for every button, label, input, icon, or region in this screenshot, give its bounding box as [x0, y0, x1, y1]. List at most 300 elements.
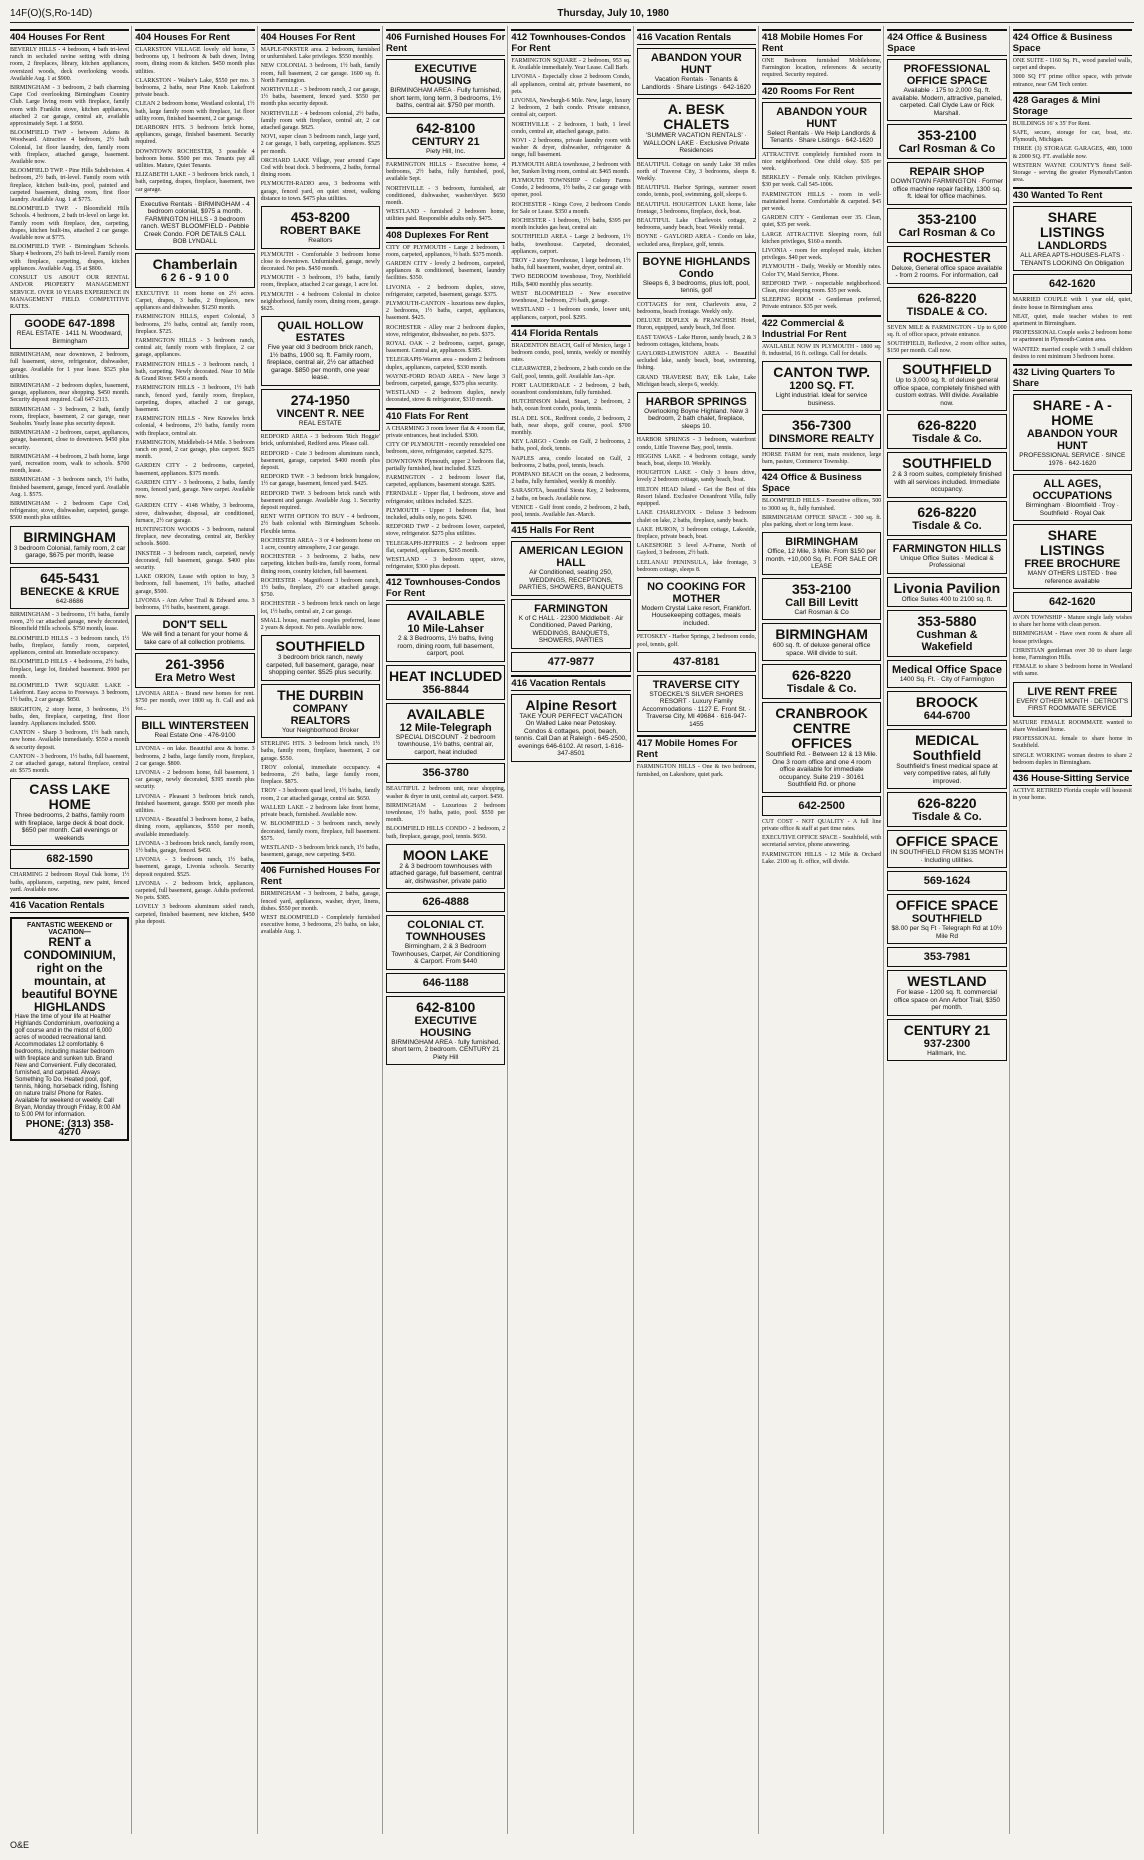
- classified-ad: BLOOMFIELD HILLS - Executive offices, 500 to 3000 sq. ft., fully furnished.: [761, 498, 882, 512]
- display-ad-sm-text: EVERY OTHER MONTH · DETROIT'S FIRST ROOMMATE SERVICE: [1016, 697, 1129, 713]
- display-ad-xl-text: SOUTHFIELD: [902, 455, 992, 472]
- display-ad-big-text: 477-9877: [547, 655, 595, 668]
- classified-ad: REDFORD - Cute 3 bedroom aluminum ranch, basement, garage, carpeted. $400 month plus deposit.: [260, 450, 380, 471]
- classified-ad: PLYMOUTH - 4 bedroom Colonial in choice neighborhood, family room, dining room, garage. $625.: [260, 291, 380, 312]
- section-heading: 404 Houses For Rent: [10, 29, 129, 45]
- classified-ad: LIVONIA - 2 bedroom brick, appliances, carpeted, full basement, garage. Adults preferred. No pets. $385.: [135, 880, 255, 902]
- classified-column: [637, 26, 759, 1834]
- display-ad-big-text: PROFESSIONAL OFFICE SPACE: [903, 63, 991, 87]
- classified-ad: FARMINGTON HILLS - Executive home, 4 bedrooms, 2½ baths, fully furnished, pool, available Sept.: [385, 162, 506, 183]
- display-ad-sm-text: REAL ESTATE: [298, 419, 342, 427]
- display-ad: [887, 871, 1006, 891]
- display-ad-sm-text: BIRMINGHAM AREA · Fully furnished, short term, long term, 3 bedrooms, 1½ baths, central air. $750 per month.: [390, 87, 502, 109]
- display-ad-xl-text: 642-8100: [416, 119, 476, 136]
- classified-ad: SOUTHFIELD, Reflexive, 2 room office suites, $150 per month. Call now.: [887, 340, 1007, 355]
- classified-column: [762, 26, 884, 1834]
- classified-ad: DELUXE DUPLEX & FRANCHISE Hotel, Huron, equipped, sandy beach, 3rd floor.: [636, 318, 756, 332]
- display-ad-sm-text: 2 & 3 room suites, completely finished with all services included. Immediate occupancy.: [892, 471, 1002, 494]
- classified-ad: FEMALE to share 3 bedroom home in Westland with same.: [1012, 664, 1132, 678]
- display-ad-xl-text: 353-2100: [917, 210, 977, 227]
- section-heading: 404 Houses For Rent: [135, 29, 254, 45]
- classified-ad: GARDEN CITY - 4148 Whitby, 3 bedrooms, stove, dishwasher, disposal, air conditioned, furnace, 2½ car garage.: [135, 503, 255, 524]
- classified-ad: DOWNTOWN ROCHESTER, 3 possible 4 bedroom home. $500 per mo. Tenants pay all utilities. Mature, Quiet Tenants.: [135, 148, 255, 170]
- display-ad-xl-text: CRANBROOK CENTRE OFFICES: [775, 705, 868, 752]
- display-ad-xl-text: AVAILABLE: [406, 705, 485, 722]
- classified-ad: WANTED: married couple with 3 small children desires to rent minimum 3 bedroom home.: [1012, 346, 1132, 360]
- classified-ad: BLOOMFIELD HILLS CONDO - 2 bedroom, 2 bath, fireplace, garage, pool, tennis. $650.: [385, 826, 506, 840]
- display-ad: [261, 206, 380, 249]
- display-ad-sm-text: Sleeps 6, 3 bedrooms, plus loft, pool, tennis, golf: [642, 279, 750, 295]
- classified-ad: LIVONIA - 2 bedroom home, full basement, 1 car garage, newly decorated, $395 month plus security.: [135, 769, 255, 791]
- classified-ad: MARRIED COUPLE with 1 year old, quiet, desire house in Birmingham area.: [1012, 297, 1132, 311]
- classified-ad: LIVONIA - Beautiful 3 bedroom home, 2 baths, dining room, appliances, $550 per month, available immediately.: [135, 817, 255, 838]
- display-ad-big-text: 646-1188: [422, 976, 469, 989]
- classified-ad: FARMINGTON HILLS - 3 bedroom ranch, central air, family room with fireplace, 2 car garage, appliances.: [135, 338, 255, 359]
- display-ad-xl-text: 274-1950: [290, 391, 350, 408]
- classified-ad: PLYMOUTH - Comfortable 3 bedroom home close to downtown. Unfurnished, garage, newly decorated. No pets. $450 month.: [260, 251, 380, 272]
- display-ad-sm-text: Modern Crystal Lake resort, Frankfort. Housekeeping cottages, meals included.: [641, 604, 752, 627]
- display-ad-xl-text: Livonia Pavilion: [893, 579, 1001, 596]
- classified-ad: GAYLORD-LEWISTON AREA - Beautiful secluded lake, sandy beach, boat, swimming, fishing.: [636, 350, 756, 372]
- display-ad-big-text: COMPANY REALTORS: [290, 702, 351, 727]
- display-ad-big-text: 356-8844: [422, 683, 469, 696]
- classified-ad: WEST BLOOMFIELD - New executive townhouse, 2 bedroom, 2½ bath, garage.: [511, 290, 631, 305]
- display-ad-sm-text: Vacation Rentals · Tenants & Landlords · Share Listings · 642-1620: [641, 76, 751, 91]
- classified-ad: BEVERLY HILLS - 4 bedroom, 4 bath tri-level ranch in secluded ravine setting with dining room, 2 fireplaces, library, kitchen appliances, oversized woods, deck overlooking woods. Available Aug. 1 at $900.: [10, 47, 130, 82]
- classified-ad: GRAND TRAVERSE BAY, Elk Lake, Lake Michigan beach, sleeps 6, weekly.: [636, 374, 756, 388]
- display-ad-xl-text: 353-2100: [917, 127, 977, 143]
- classified-ad: HARBOR SPRINGS - 3 bedroom, waterfront condo, Little Traverse Bay, pool, tennis.: [636, 437, 756, 451]
- display-ad: [887, 124, 1006, 159]
- display-ad-big-text: ROBERT BAKE: [279, 225, 361, 238]
- display-ad-big-text: 644-6700: [923, 709, 971, 722]
- classified-ad: BIRMINGHAM - 3 bedroom ranch, 1½ baths, finished basement, garage, fenced yard. Available Aug. 1. $575.: [10, 477, 130, 498]
- display-ad-xl-text: CASS LAKE HOME: [29, 781, 111, 813]
- section-heading: 436 House-Sitting Service: [1013, 770, 1132, 786]
- section-heading: 420 Rooms For Rent: [762, 83, 881, 99]
- display-ad: [887, 830, 1006, 868]
- classified-ad: BLOOMFIELD HILLS - 3 bedroom ranch, 1½ baths, fireplace, family room, carpeted, appliances, central air. Immediate occupancy.: [10, 635, 130, 657]
- display-ad-xl-text: WESTLAND: [907, 973, 987, 990]
- display-ad: [511, 541, 630, 596]
- display-ad: [1013, 394, 1132, 471]
- display-ad: [135, 716, 254, 744]
- classified-ad: NEAT, quiet, male teacher wishes to rent apartment in Birmingham.: [1012, 313, 1132, 328]
- classified-ad: ROCHESTER - Magnificent 3 bedroom ranch, 1½ baths, fireplace, 2½ car attached garage. $750.: [260, 577, 380, 599]
- display-ad-xl-text: A. BESK CHALETS: [663, 101, 730, 132]
- display-ad-sm-text: Light industrial. Ideal for service business.: [775, 392, 868, 407]
- display-ad-sm-text: 642-8686: [55, 597, 84, 605]
- display-ad-sm-text: Unique Office Suites · Medical & Professional: [900, 554, 994, 570]
- display-ad: [762, 623, 881, 661]
- classified-ad: BRADENTON BEACH, Gulf of Mexico, large 1 bedroom condo, pool, tennis, weekly or monthly rates.: [511, 342, 631, 364]
- classified-ad: LIVONIA - room for employed male, kitchen privileges. $40 per week.: [761, 248, 882, 262]
- classified-ad: WAYNE-FORD ROAD AREA - New large 3 bedroom, carpeted, garage, $375 plus security.: [385, 373, 506, 388]
- display-ad: [887, 208, 1006, 243]
- classified-ad: NORTHVILLE - 3 bedroom, furnished, air conditioned, dishwasher, washer/dryer. $650 month.: [385, 185, 506, 207]
- classified-ad: PLYMOUTH-RADIO area, 3 bedrooms with garage, fenced yard, on quiet street, walking distance to town. $475 plus utilities.: [260, 181, 380, 202]
- display-ad: [386, 763, 505, 783]
- classified-ad: LIVONIA - 3 bedroom brick ranch, family room, 1½ baths, garage, fenced. $450.: [135, 840, 255, 854]
- display-ad: [887, 452, 1006, 498]
- classified-ad: CANTON - 3 bedroom, 1½ baths, full basement, 2 car attached garage, natural fireplace, central air. $575 month.: [10, 753, 130, 775]
- classified-ad: LIVONIA - Ann Arbor Trail & Edward area. 3 bedrooms, 1½ baths, basement, garage.: [135, 597, 255, 611]
- classified-ad: LOVELY 3 bedroom aluminum sided ranch, carpeted, finished basement, new kitchen, $450 plus deposit.: [135, 904, 255, 925]
- classified-ad: CLEAN 2 bedroom home, Westland colonial, 1½ bath, large family room with fireplace, 1st floor utility room, finished basement, 2 car garage.: [135, 101, 255, 122]
- classified-ad: TWO BEDROOM townhouse, Troy, Northfield Hills, $400 monthly plus security.: [511, 274, 631, 288]
- display-ad: [1013, 474, 1132, 521]
- display-ad-sm-text: IN SOUTHFIELD FROM $135 MONTH · Including utilities.: [890, 849, 1004, 864]
- classified-ad: ROCHESTER - Kings Cove, 2 bedroom Condo for Sale or Lease. $350 a month.: [511, 201, 631, 215]
- classified-ad: BLOOMFIELD HILLS - 4 bedrooms, 2½ baths, fireplace, large lot, finished basement. $900 per month.: [10, 659, 130, 680]
- classified-ad: BIRMINGHAM - 3 bedroom, 2 bath charming Cape Cod overlooking Birmingham Country Club. Large living room with fireplace, family room with Franklin stove, kitchen appliances, attached 2 car garage, central air, available approximately Sept. 1 at $950.: [10, 85, 130, 128]
- classified-ad: SARASOTA, beautiful Siesta Key, 2 bedrooms, 2 baths, on beach. Available now.: [511, 488, 631, 502]
- display-ad-sm-text: Executive Rentals · BIRMINGHAM - 4 bedroom colonial, $975 a month. FARMINGTON HILLS - 3 bedroom ranch. WEST BLOOMFIELD - Pebble Creek Condo. FOR DETAILS CALL BOB LYNDALL: [140, 200, 250, 246]
- display-ad-xl-text: OFFICE SPACE: [895, 833, 999, 850]
- classified-ad: CITY OF PLYMOUTH - Large 2 bedroom, 1 room, carpeted, appliances, ½ bath. $375 month.: [385, 244, 506, 258]
- classified-ad: DOWNTOWN Plymouth, upper 2 bedroom flat, partially furnished, heat included. $325.: [385, 458, 506, 472]
- display-ad: [261, 635, 380, 681]
- display-ad-sm-text: Realtors: [308, 237, 333, 245]
- classified-ad: PETOSKEY - Harbor Springs, 2 bedroom condo, pool, tennis, golf.: [636, 634, 756, 648]
- display-ad: [887, 1019, 1006, 1062]
- display-ad: [511, 694, 630, 762]
- classified-ad: LIVONIA - on lake. Beautiful area & home. 3 bedrooms, 2 baths, large family room, fireplace, 2 car garage. $800.: [135, 746, 255, 767]
- display-ad-xl-text: SOUTHFIELD: [275, 638, 366, 655]
- classified-ad: WEST BLOOMFIELD - Completely furnished executive home, 3 bedrooms, 2½ baths, on lake, available Aug. 1.: [260, 914, 380, 936]
- display-ad-big-text: DINSMORE REALTY: [768, 433, 875, 446]
- display-ad: [887, 358, 1006, 411]
- display-ad-big-text: Medical Office Space: [891, 664, 1002, 677]
- display-ad-big-text: GOODE 647-1898: [24, 318, 115, 331]
- classified-ad: BEAUTIFUL Harbor Springs, summer resort condo, tennis, pool, swimming, golf, sleeps 6.: [636, 185, 756, 199]
- classified-ad: CITY OF PLYMOUTH - recently remodeled one bedroom, stove, refrigerator, carpeted. $275.: [385, 442, 506, 456]
- display-ad: [762, 102, 881, 149]
- display-ad: [1013, 682, 1132, 717]
- display-ad-big-text: Era Metro West: [155, 672, 235, 685]
- classified-ad: GARDEN CITY - 2 bedrooms, carpeted, basement, appliances. $375 month.: [135, 463, 255, 477]
- display-ad-big-text: 353-7981: [923, 951, 971, 964]
- display-ad-big-text: DON'T SELL: [162, 619, 228, 632]
- classified-ad: TELEGRAPH-JEFFRIES - 2 bedroom upper flat, carpeted, appliances, $265 month.: [385, 540, 506, 554]
- display-ad: [637, 675, 756, 733]
- display-ad-xl-text: 353-5880: [917, 613, 977, 630]
- display-ad-sm-text: $8.00 per Sq Ft · Telegraph Rd at 10½ Mile Rd: [891, 925, 1003, 940]
- classified-ad: PLYMOUTH AREA townhouse, 2 bedroom with her, Sunken living room, central air. $465 month.: [511, 161, 631, 175]
- display-ad-big-text: Tisdale & Co.: [912, 519, 982, 532]
- display-ad-big-text: SOUTHFIELD: [911, 913, 983, 926]
- display-ad-xl-text: 626-8220: [917, 417, 977, 434]
- display-ad-big-text: Carl Rosman & Co: [898, 143, 996, 155]
- classified-ad: FORT LAUDERDALE - 2 bedroom, 2 bath, oceanfront condominium, fully furnished.: [511, 382, 631, 396]
- display-ad-big-text: BILL WINTERSTEEN: [141, 719, 249, 732]
- display-ad: [261, 389, 380, 432]
- classified-ad: ELIZABETH LAKE - 3 bedroom brick ranch, 1 bath, carpeting, drapes, fireplace, basement, two car garage.: [135, 172, 255, 193]
- display-ad-big-text: 937-2300: [923, 1037, 971, 1050]
- classified-ad: CANTON - Sharp 3 bedroom, 1½ bath ranch, new home. Available immediately. $550 a month & security deposit.: [10, 730, 130, 751]
- display-ad: [135, 197, 254, 250]
- display-ad-xl-text: BIRMINGHAM: [23, 528, 116, 545]
- classified-ad: HOUGHTON LAKE - Only 3 hours drive, lovely 2 bedroom cottage, sandy beach, boat.: [636, 470, 756, 484]
- masthead: [10, 4, 1134, 23]
- display-ad-xl-text: 453-8200: [290, 209, 350, 226]
- classified-ad: FARMINGTON HILLS - One & two bedroom, furnished, on Lakeshore, quiet park.: [636, 764, 756, 778]
- display-ad-xl-text: OFFICE SPACE: [895, 897, 999, 914]
- classified-ad: ROCHESTER - 3 bedroom brick ranch on large lot, 1½ baths, central air, 2 car garage.: [260, 601, 380, 615]
- display-ad-big-text: 642-1620: [1049, 278, 1096, 291]
- classified-ad: WESTLAND - 2 bedroom duplex, newly decorated, stove & refrigerator, $310 month.: [385, 390, 506, 404]
- classified-ad: BEAUTIFUL Cottage on sandy Lake 38 miles north of Traverse City, 3 bedrooms, sleeps 8. Weekly.: [636, 161, 756, 182]
- display-ad-xl-text: CANTON TWP.: [773, 364, 870, 381]
- display-ad-sm-text: Three bedrooms, 2 baths, family room with fireplace, large deck & boat dock. $650 per month. Call evenings or weekends: [14, 812, 125, 842]
- display-ad-big-text: CENTURY 21: [411, 135, 480, 148]
- display-ad-big-text: Cushman & Wakefield: [916, 629, 978, 654]
- classified-ad: HILTON HEAD Island - Get the Best of this Resort Island. Exclusive Oceanfront Villa, fully equipped.: [636, 486, 756, 508]
- display-ad: [762, 578, 881, 621]
- classified-ad: SINGLE WORKING woman desires to share 2 bedroom duplex in Birmingham.: [1012, 752, 1132, 766]
- display-ad-xl-text: SHARE - A - HOME: [1032, 397, 1112, 429]
- classified-ad: SLEEPING ROOM - Gentleman preferred, Private entrance. $35 per week.: [761, 297, 882, 311]
- display-ad-xl-text: SHARE LISTINGS: [1040, 527, 1105, 559]
- classified-column: [887, 26, 1009, 1834]
- display-ad: [261, 316, 380, 386]
- display-ad-sm-text: 1400 Sq. Ft. · City of Farmington: [899, 676, 995, 684]
- display-ad-big-text: Tisdale & Co.: [912, 811, 982, 824]
- section-heading: 424 Office & Business Space: [887, 29, 1006, 56]
- classified-ad: CONSULT US ABOUT OUR RENTAL AND/OR PROPERTY MANAGEMENT SERVICE. OVER 10 YEARS EXPERIENCE IN MANAGEMENT FIELD. COMPETITIVE RATES.: [10, 275, 130, 310]
- classified-ad: ROCHESTER - 1 bedroom, 1½ baths, $395 per month includes gas heat, central air.: [511, 218, 631, 232]
- classified-ad: LIVONIA - Pleasant 3 bedroom brick ranch, finished basement, garage. $500 per month plus utilities.: [135, 793, 255, 814]
- classified-ad: ATTRACTIVE completely furnished room in nice neighborhood. One child okay. $35 per week.: [761, 151, 882, 173]
- display-ad: [10, 526, 129, 564]
- display-ad-big-text: FARMINGTON: [534, 602, 608, 615]
- classified-ad: BEAUTIFUL Lake Charlevoix cottage, 2 bedrooms, sandy beach, boat. Weekly rental.: [636, 217, 756, 232]
- classified-ad: NAPLES area, condo located on Gulf, 2 bedrooms, 2 baths, pool, tennis, beach.: [511, 455, 631, 469]
- display-ad: [386, 844, 505, 890]
- classified-ad: TROY - 2 story Townhouse, 1 large bedroom, 1½ baths, full basement, washer, dryer, central air.: [511, 258, 631, 272]
- display-ad: [887, 947, 1006, 967]
- display-ad-xl-text: SOUTHFIELD: [902, 361, 992, 378]
- display-ad: [135, 653, 254, 688]
- vacation-banner-ad: [10, 917, 129, 1141]
- display-ad-sm-text: 600 sq. ft. of deluxe general office space. Will divide to suit.: [772, 642, 871, 657]
- classified-ad: LAKE CHARLEVOIX - Deluxe 3 bedroom chalet on lake, 2 baths, fireplace, sandy beach.: [636, 510, 756, 524]
- classified-ad: PLYMOUTH - Daily, Weekly or Monthly rates. Color TV, Maid Service, Phone.: [761, 264, 882, 278]
- display-ad-xl-text: 626-8220: [792, 667, 852, 684]
- section-heading: 430 Wanted To Rent: [1013, 187, 1132, 203]
- display-ad-big-text: EXECUTIVE HOUSING: [414, 1014, 477, 1039]
- classified-ad: WESTERN WAYNE COUNTY'S finest Self-Storage - serving the greater Plymouth/Canton area.: [1012, 162, 1132, 184]
- display-ad-big-text: Carl Rosman & Co: [898, 226, 996, 239]
- display-ad-big-text: HARBOR SPRINGS: [645, 395, 747, 408]
- display-ad: [887, 970, 1006, 1016]
- classified-ad: GARDEN CITY - 3 bedrooms, 2 baths, family room, fenced yard, garage. New carpet. Available now.: [135, 479, 255, 501]
- classified-ad: WESTLAND - 3 bedroom brick ranch, 1½ baths, basement, garage, new carpeting. $450.: [260, 844, 380, 859]
- classified-ad: TROY - 3 bedroom quad level, 1½ baths, family room, 2 car attached garage, central air. $650.: [260, 788, 380, 802]
- display-ad-big-text: Tisdale & Co.: [912, 433, 982, 446]
- classified-ad: NEW COLONIAL 3 bedroom, 1½ bath, family room, full basement, 2 car garage. 1600 sq. ft. North Farmington.: [260, 63, 380, 84]
- display-ad-xl-text: Chamberlain: [152, 255, 238, 272]
- display-ad-sm-text: Air Conditioned, seating 250, WEDDINGS, RECEPTIONS, PARTIES, SHOWERS, BANQUETS: [519, 569, 623, 592]
- classified-ad: BERKLEY - Female only. Kitchen privileges. $30 per week. Call 545-1006.: [761, 175, 882, 189]
- classified-ad: BOYNE - GAYLORD AREA - Condo on lake, secluded area, fireplace, golf, tennis.: [636, 234, 756, 248]
- classified-ad: CHRISTIAN gentleman over 30 to share large home, Farmington Hills.: [1012, 647, 1132, 662]
- classified-ad: ONE SUITE - 1160 Sq. Ft., wood paneled walls, carpet and drapes.: [1012, 58, 1132, 72]
- display-ad: [1013, 274, 1132, 294]
- display-ad: [511, 652, 630, 672]
- display-ad-sm-text: Your Neighborhood Broker: [281, 726, 359, 734]
- classified-ad: LAKE ORION, Lease with option to buy, 3 bedroom, full basement, 1½ baths, attached garage, $500.: [135, 574, 255, 595]
- section-heading: 410 Flats For Rent: [386, 408, 505, 424]
- display-ad: [762, 796, 881, 816]
- classified-ad: ROCHESTER - Alley rear 2 bedroom duplex, stove, refrigerator, dishwasher, no pets. $375.: [385, 324, 506, 338]
- display-ad-big-text: NO COOKING FOR MOTHER: [647, 580, 746, 605]
- display-ad-sm-text: Real Estate One · 476-9100: [154, 731, 236, 739]
- display-ad-sm-text: BIRMINGHAM AREA · fully furnished, short term, 2 bedroom. CENTURY 21 Piety Hill: [391, 1038, 501, 1061]
- display-ad: [887, 414, 1006, 449]
- display-ad-big-text: TISDALE & CO.: [906, 305, 988, 318]
- display-ad-sm-text: Birmingham · Bloomfield · Troy · Southfield · Royal Oak: [1025, 502, 1119, 517]
- display-ad-xl-text: BROOCK: [915, 693, 979, 710]
- classified-ad: CLEARWATER, 2 bedroom, 2 bath condo on the Gulf, pool, tennis, golf. Available Jan.-Apr.: [511, 366, 631, 380]
- classified-ad: BIRMINGHAM - 3 bedroom, 2 bath, family room, fireplace, basement, 2 car garage, near Seaholm. Yearly lease plus security deposit.: [10, 406, 130, 427]
- display-ad-xl-text: 356-7300: [792, 417, 852, 434]
- classified-column: [261, 26, 383, 1834]
- display-ad: [386, 59, 505, 114]
- classified-ad: PLYMOUTH - Upper 1 bedroom flat, heat included, adults only, no pets. $240.: [385, 507, 506, 521]
- display-ad-sm-text: For lease - 1200 sq. ft. commercial office space on Ann Arbor Trail, $350 per month.: [893, 989, 1001, 1012]
- display-ad-sm-text: SPECIAL DISCOUNT · 2 bedroom townhouse, 1½ baths, central air, carport, heat included: [395, 733, 496, 756]
- classified-ad: ORCHARD LAKE Village, year around Cape Cod with boat dock. 3 bedrooms, 2 baths, formal dining room.: [260, 157, 380, 179]
- classified-ad: INKSTER - 3 bedroom ranch, carpeted, newly decorated, full basement, garage. $400 plus security.: [135, 550, 255, 571]
- banner-line: FANTASTIC WEEKEND or VACATION—: [26, 921, 113, 937]
- display-ad-sm-text: STOECKEL'S SILVER SHORES RESORT · Luxury Family Accommodations · 1127 E. Front St. · Traverse City, MI 49684 · 616-947-1455: [642, 690, 751, 728]
- display-ad-big-text: 682-1590: [46, 853, 93, 866]
- section-heading: 424 Office & Business Space: [1013, 29, 1132, 56]
- classified-ad: SAFE, secure, storage for car, boat, etc. Plymouth, Michigan.: [1012, 130, 1132, 144]
- classified-ad: REDFORD TWP. 3 bedroom brick ranch with basement and garage. Available Aug. 1. Security deposit required.: [260, 490, 380, 512]
- display-ad: [637, 98, 756, 159]
- display-ad-xl-text: ROCHESTER: [903, 248, 991, 265]
- display-ad: [762, 414, 881, 449]
- section-heading: 417 Mobile Homes For Rent: [637, 735, 756, 762]
- section-heading: 432 Living Quarters To Share: [1013, 364, 1132, 391]
- classified-ad: FARMINGTON HILLS - 12 Mile & Orchard Lake. 2100 sq. ft. office, will divide.: [761, 851, 882, 865]
- section-heading: 424 Office & Business Space: [762, 469, 881, 496]
- section-code: 14F(O)(S,Ro-14D): [10, 7, 93, 19]
- display-ad-xl-text: MEDICAL Southfield: [912, 731, 982, 763]
- classified-ad: NOVI - 2 bedrooms, private laundry room with washer & dryer, dishwasher, refrigerator & range, full basement.: [511, 138, 631, 159]
- display-ad: [637, 392, 756, 435]
- classified-ad: ROYAL OAK - 2 bedrooms, carpet, garage, basement. Central air, appliances. $385.: [385, 341, 506, 355]
- classified-ad: REDFORD TWP - 2 bedroom lower, carpeted, stove, refrigerator. $275 plus utilities.: [385, 524, 506, 538]
- display-ad: [386, 117, 505, 160]
- display-ad-sm-text: 2 & 3 Bedrooms, 1½ baths, living room, dining room, full basement, carport, pool.: [397, 635, 494, 658]
- classified-ad: LIVONIA AREA - Brand new homes for rent. $750 per month, over 1800 sq. ft. Call and ask for...: [135, 691, 255, 712]
- section-heading: 414 Florida Rentals: [511, 325, 630, 341]
- banner-line: Have the time of your life at Heather Highlands Condominium, overlooking a golf course and in the midst of 6,000 acres of wooded recreational land. Accommodates 12 comfortably. 6 bedrooms, including master bedroom with fireplace and sunken tub. Brand New and Convenient. Fully decorated, furnished, and carpeted. Always Something To Do. Heated pool, golf, tennis, hiking, horseback riding, fishing on nature trails! Phone for Rates. Available for weekend or weekly. Call Bryan, Monday through Friday, 8:00 AM to 5:00 PM for information.: [15, 1014, 121, 1119]
- display-ad-big-text: LIVE RENT FREE: [1027, 685, 1118, 698]
- display-ad: [386, 604, 505, 662]
- display-ad-sm-text: TAKE YOUR PERFECT VACATION On Walled Lake near Petoskey. Condos & cottages, pool, beach, tennis. Call Dan at Raleigh - 645-2500, evenings 646-6102. At resort, 1-616-347-8501: [514, 712, 627, 758]
- classified-ad: BIRMINGHAM - 3 bedroom, 2 baths, garage, fenced yard, appliances, washer, dryer, linens, dishes. $550 per month.: [260, 891, 380, 912]
- classified-ad: MATURE FEMALE ROOMMATE wanted to share Westland home.: [1012, 719, 1132, 733]
- classified-ad: NORTHVILLE - 3 bedroom ranch, 2 car garage, 1½ baths, basement, fenced yard. $550 per month plus security deposit.: [260, 87, 380, 108]
- display-ad-big-text: 10 Mile-Lahser: [407, 623, 484, 636]
- section-heading: 416 Vacation Rentals: [511, 675, 630, 691]
- display-ad: [135, 253, 254, 288]
- classified-ad: MAPLE-INKSTER area. 2 bedroom, furnished or unfurnished. Lake privileges. $550 monthly.: [260, 47, 380, 61]
- display-ad: [637, 652, 756, 672]
- classified-column: [1013, 26, 1134, 1834]
- display-ad-sm-text: 3 bedroom Colonial, family room, 2 car garage, $675 per month, lease: [13, 544, 126, 560]
- display-ad: [762, 532, 881, 575]
- classified-column: [386, 26, 508, 1834]
- classified-ad: W. BLOOMFIELD - 3 bedroom ranch, newly decorated, family room, fireplace, full basement. $575.: [260, 821, 380, 842]
- display-ad: [887, 59, 1006, 121]
- footer-code: O&E: [10, 1840, 30, 1850]
- display-ad-xl-text: HEAT INCLUDED: [389, 667, 503, 684]
- classified-page: [10, 26, 1134, 1834]
- classified-ad: EXECUTIVE OFFICE SPACE - Southfield, with secretarial service, phone answering.: [761, 835, 882, 849]
- classified-ad: DEARBORN HTS. 3 bedroom brick home, appliances, garage, finished basement. Security required.: [135, 125, 255, 146]
- display-ad-sm-text: K of C HALL · 22300 Middlebelt · Air Conditioned, Paved Parking, WEDDINGS, BANQUETS, SHOWERS, PARTIES: [518, 614, 624, 645]
- classified-ad: BIRMINGHAM - Luxurious 2 bedroom townhouse, 1½ baths, patio, pool. $550 per month.: [385, 802, 506, 824]
- display-ad-big-text: FARMINGTON HILLS: [892, 542, 1002, 555]
- classified-ad: FARMINGTON HILLS - room in well-maintained home. Comfortable & carpeted. $45 per week.: [761, 191, 882, 213]
- display-ad: [887, 610, 1006, 657]
- display-ad-xl-text: 353-2100: [792, 580, 852, 597]
- display-ad-big-text: AMERICAN LEGION HALL: [518, 545, 624, 570]
- display-ad: [261, 684, 380, 739]
- classified-ad: STERLING HTS. 3 bedroom brick ranch, 1½ baths, family room, fireplace, basement, 2 car garage. $550.: [260, 741, 380, 762]
- display-ad-big-text: COLONIAL CT. TOWNHOUSES: [405, 919, 486, 944]
- classified-ad: BIRMINGHAM - Have own room & share all house privileges.: [1012, 631, 1132, 645]
- display-ad-big-text: FREE BROCHURE: [1024, 558, 1121, 571]
- display-ad: [10, 567, 129, 610]
- classified-ad: LIVONIA - Especially close 2 bedroom Condo, all appliances, central air, private basement, no pets.: [511, 74, 631, 95]
- classified-ad: PROFESSIONAL female to share home in Southfield.: [1012, 736, 1132, 750]
- display-ad: [637, 48, 756, 95]
- display-ad-big-text: ABANDON YOUR HUNT: [1026, 428, 1118, 453]
- classified-ad: PROFESSIONAL Couple seeks 2 bedroom home or apartment in Plymouth-Canton area.: [1012, 330, 1132, 344]
- display-ad-xl-text: 645-5431: [40, 569, 100, 586]
- section-heading: 416 Vacation Rentals: [637, 29, 756, 45]
- classified-ad: NOVI, super clean 3 bedroom ranch, large yard, 2 car garage, 1 bath, carpeting, appliances. $525 per month.: [260, 134, 380, 155]
- banner-line: RENT a CONDOMINIUM, right on the mountain, at beautiful BOYNE HIGHLANDS: [21, 935, 118, 1015]
- display-ad: [637, 252, 756, 299]
- classified-ad: BIRMINGHAM - 4 bedroom, 2 bath home, large yard, recreation room, walk to schools. $700 month, lease.: [10, 453, 130, 475]
- classified-ad: A CHARMING 3 room lower flat & 4 room flat, private entrances, heat included. $300.: [385, 425, 506, 439]
- classified-ad: GARDEN CITY - Gentleman over 35. Clean, quiet, $35 per week.: [761, 215, 882, 229]
- classified-ad: NORTHVILLE - 2 bedroom, 1 bath, 1 level condo, central air, attached garage, patio.: [511, 121, 631, 135]
- section-heading: 408 Duplexes For Rent: [386, 227, 505, 243]
- display-ad: [10, 314, 129, 349]
- display-ad-sm-text: We will find a tenant for your home & take care of all collection problems.: [141, 631, 249, 646]
- classified-ad: FARMINGTON HILLS - 3 bedroom ranch, 1 bath, carpeting. Newly decorated. Near 10 Mile & Grand River. $450 a month.: [135, 361, 255, 383]
- classified-ad: HIGGINS LAKE - 4 bedroom cottage, sandy beach, boat, sleeps 10. Weekly.: [636, 453, 756, 468]
- classified-ad: COTTAGES for rent, Charlevoix area, 2 bedrooms, beach frontage. Weekly only.: [636, 301, 756, 315]
- classified-ad: TROY colonial, immediate occupancy. 4 bedrooms, 2½ baths, large family room, fireplace. $875.: [260, 764, 380, 786]
- display-ad-xl-text: CENTURY 21: [903, 1021, 991, 1038]
- classified-ad: FERNDALE - Upper flat, 1 bedroom, stove and refrigerator, utilities included. $225.: [385, 491, 506, 505]
- classified-ad: GARDEN CITY - lovely 2 bedroom, carpeted, appliances & conditioned, basement, laundry facilities. $350.: [385, 261, 506, 282]
- classified-ad: WESTLAND - furnished 2 bedroom home, utilities paid. Responsible adults only. $475.: [385, 209, 506, 223]
- classified-ad: SOUTHFIELD AREA - Large 2 bedroom, 1½ baths, townhouse. Carpeted, decorated, appliances, carport.: [511, 234, 631, 255]
- classified-ad: BEAUTIFUL 2 bedroom unit, near shopping, washer & dryer in unit, central air, carport. $450.: [385, 786, 506, 800]
- classified-ad: ACTIVE RETIRED Florida couple will housesit in your home.: [1012, 787, 1132, 802]
- display-ad-big-text: Call Bill Levitt: [785, 596, 858, 609]
